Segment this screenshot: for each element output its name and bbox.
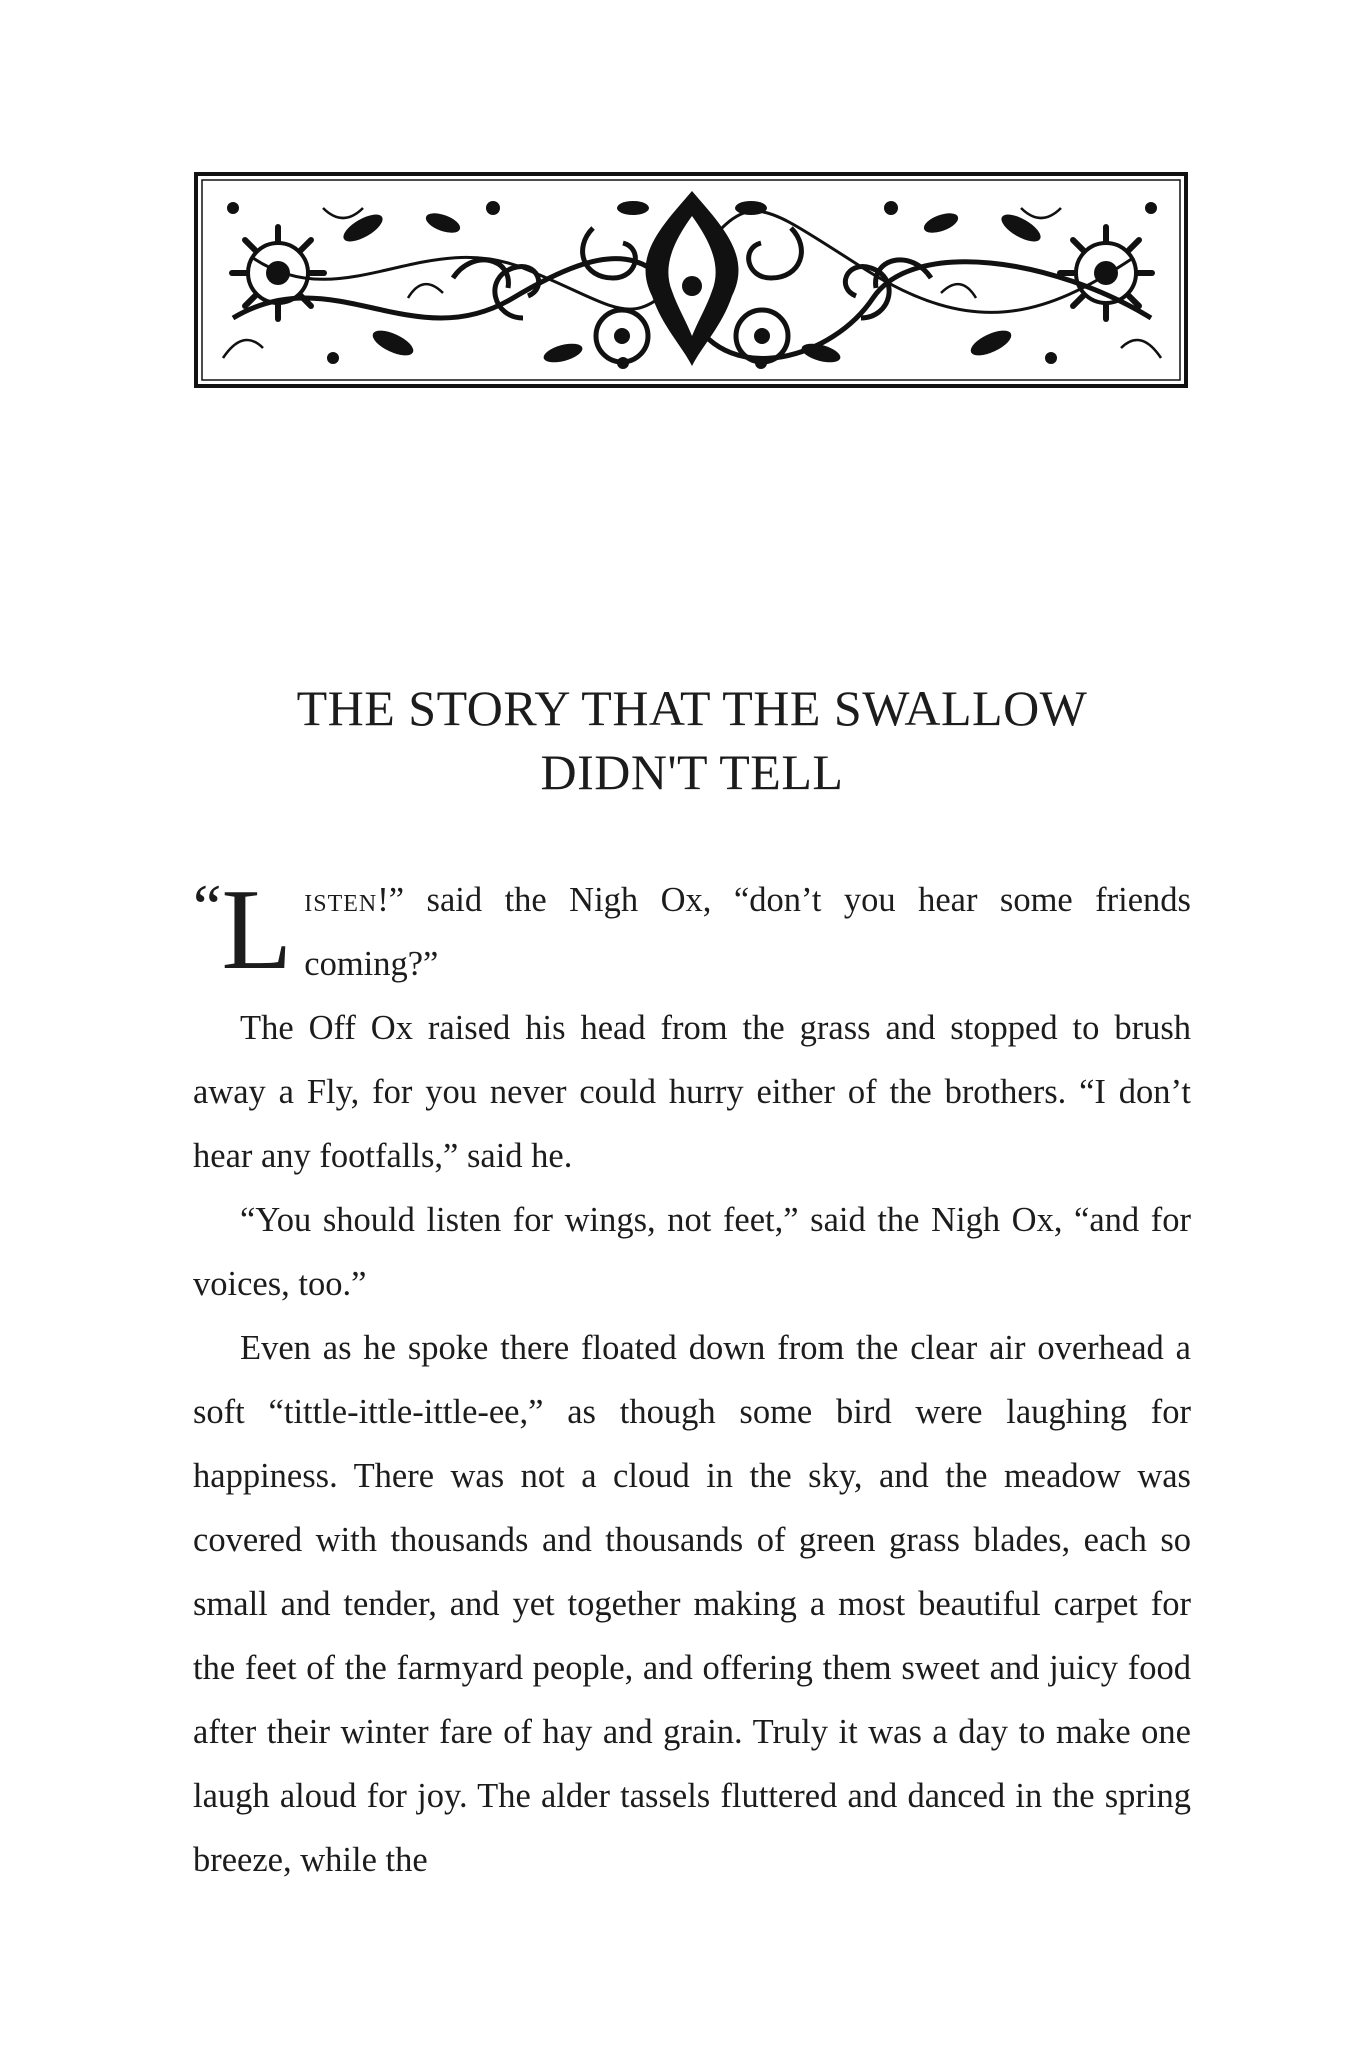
- chapter-title-line-1: THE STORY THAT THE SWALLOW: [296, 680, 1088, 736]
- drop-cap: [193, 866, 293, 996]
- paragraph-1-smallcaps: isten: [304, 881, 378, 919]
- floral-headpiece-ornament: [193, 168, 1191, 394]
- paragraph-3: “You should listen for wings, not feet,” said the Nigh Ox, “and for voices, too.”: [193, 1201, 1191, 1303]
- drop-cap-letter: L: [221, 866, 293, 994]
- paragraph-4: Even as he spoke there floated down from the clear air overhead a soft “tittle-ittle-ittle-ee,” as though some bird were laughing for happiness. There was not a cloud in the sky, and the meadow was covered with thousands and thousands of green grass blades, each so small and tender, and yet together making a most beautiful carpet for the feet of the farmyard people, and offering them sweet and juicy food after their winter fare of hay and grain. Truly it was a day to make one laugh aloud for joy. The alder tassels fluttered and danced in the spring breeze, while the: [193, 1329, 1191, 1879]
- paragraph-1-text: !” said the Nigh Ox, “don’t you hear some friends coming?”: [304, 881, 1191, 983]
- chapter-title-line-2: DIDN'T TELL: [540, 744, 844, 800]
- drop-cap-quote: “: [193, 871, 222, 942]
- chapter-body: [193, 868, 1191, 1892]
- chapter-title: [193, 676, 1191, 804]
- paragraph-1: [193, 868, 1191, 996]
- floral-engraving-icon: [193, 168, 1191, 394]
- paragraph-2: The Off Ox raised his head from the grass and stopped to brush away a Fly, for you never could hurry either of the brothers. “I don’t hear any footfalls,” said he.: [193, 1009, 1191, 1175]
